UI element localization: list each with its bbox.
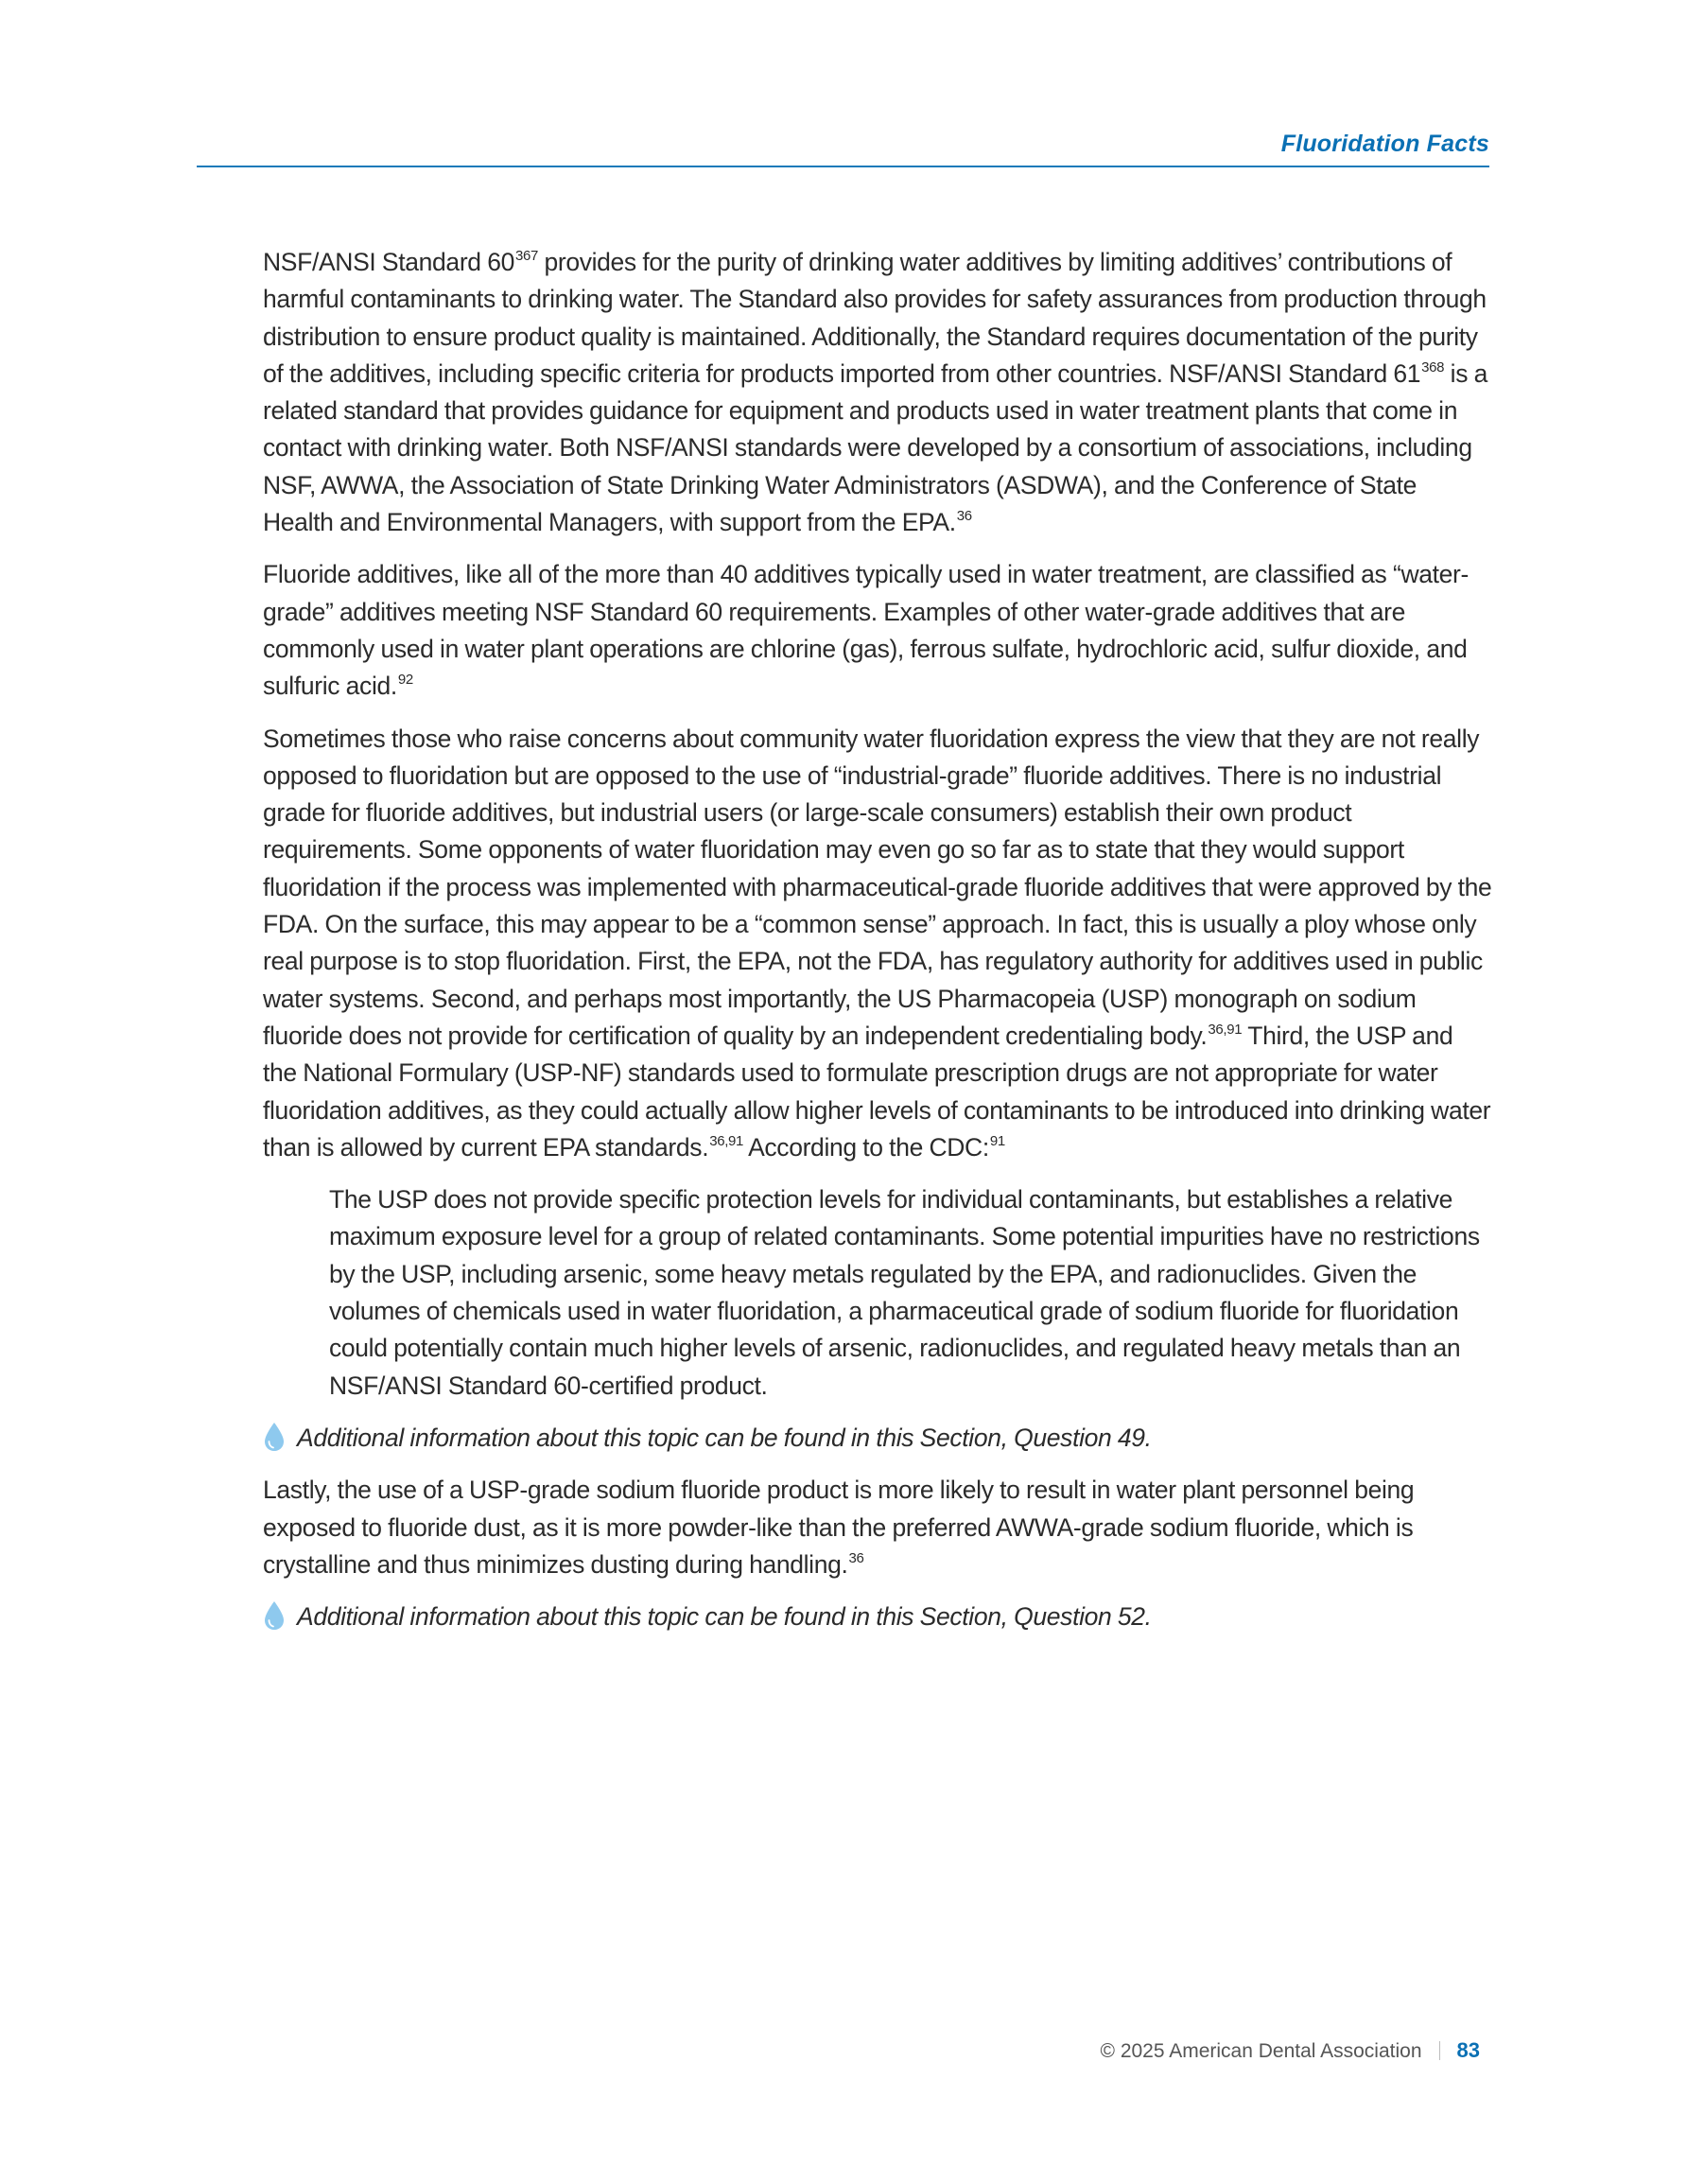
water-drop-icon: [263, 1422, 286, 1452]
page-number: 83: [1456, 2038, 1480, 2062]
note-text: Additional information about this topic can be found in this Section, Question 52.: [297, 1602, 1152, 1632]
paragraph-usp-dust: Lastly, the use of a USP-grade sodium fluoride product is more likely to result in water plant personnel being exposed to fluoride dust, as it is more powder-like than the preferred AWWA-grade sodium fluoride, which is crystalline and thus minimizes dusting during handling.$^{36}$: [263, 1476, 1415, 1579]
citation: 36,91: [1208, 1021, 1243, 1038]
copyright-text: © 2025 American Dental Association: [1100, 2040, 1422, 2062]
running-title: Fluoridation Facts: [1280, 131, 1489, 157]
page-footer: [851, 2038, 1480, 2063]
paragraph-water-grade: Fluoride additives, like all of the more than 40 additives typically used in water treatment, are classified as “water-grade” additives meeting NSF Standard 60 requirements. Examples of other water-grade additives that are commonly used in water plant operations are chlorine (gas), ferrous sulfate, hydrochloric acid, sulfur dioxide, and sulfuric acid.$^{92}$: [263, 560, 1469, 701]
citation: 36: [956, 508, 972, 525]
footer-divider: [1439, 2041, 1440, 2060]
header-rule: [197, 166, 1489, 167]
citation: 91: [989, 1132, 1005, 1149]
paragraph-industrial-grade: Sometimes those who raise concerns about community water fluoridation express the view that they are not really opposed to fluoridation but are opposed to the use of “industrial-grade” fluoride additives. There is no industrial grade for fluoride additives, but industrial users (or large-scale consumers) establish their own product requirements. Some opponents of water fluoridation may even go so far as to state that they would support fluoridation if the process was implemented with pharmaceutical-grade fluoride additives that were approved by the FDA. On the surface, this may appear to be a “common sense” approach. In fact, this is usually a ploy whose only real purpose is to stop fluoridation. First, the EPA, not the FDA, has regulatory authority for additives used in public water systems. Second, and perhaps most importantly, the US Pharmacopeia (USP) monograph on sodium fluoride does not provide for certification of quality by an independent credentialing body.$^{36,91}$ Third, the USP and the National Formulary (USP-NF) standards used to formulate prescription drugs are not appropriate for water fluoridation additives, as they could actually allow higher levels of contaminants to be introduced into drinking water than is allowed by current EPA standards.$^{36,91}$ According to the CDC:$^{91}$: [263, 724, 1492, 1162]
citation: 36: [848, 1549, 864, 1566]
citation: 92: [397, 672, 413, 689]
paragraph-nsf-standards: NSF/ANSI Standard $60^{367}$ provides for the purity of drinking water additives by limiting additives’ contributions of harmful contaminants to drinking water. The Standard also provides for safety assurances from production through distribution to ensure product quality is maintained. Additionally, the Standard requires documentation of the purity of the additives, including specific criteria for products imported from other countries. NSF/ANSI Standard $61^{368}$ is a related standard that provides guidance for equipment and products used in water treatment plants that come in contact with drinking water. Both NSF/ANSI standards were developed by a consortium of associations, including NSF, AWWA, the Association of State Drinking Water Administrators (ASDWA), and the Conference of State Health and Environmental Managers, with support from the EPA.$^{36}$: [263, 248, 1487, 537]
page-content: [263, 244, 1492, 1651]
cross-reference-note: [263, 1420, 1492, 1457]
citation: 36,91: [709, 1132, 744, 1149]
citation: 368: [1421, 358, 1445, 376]
note-text: Additional information about this topic can be found in this Section, Question 49.: [297, 1423, 1152, 1452]
cross-reference-note: [263, 1599, 1492, 1635]
citation: 367: [514, 248, 538, 264]
block-quote-cdc: The USP does not provide specific protection levels for individual contaminants, but establishes a relative maximum exposure level for a group of related contaminants. Some potential impurities have no restrictions by the USP, including arsenic, some heavy metals regulated by the EPA, and radionuclides. Given the volumes of chemicals used in water fluoridation, a pharmaceutical grade of sodium fluoride for fluoridation could potentially contain much higher levels of arsenic, radionuclides, and regulated heavy metals than an NSF/ANSI Standard 60-certified product.: [329, 1185, 1480, 1400]
water-drop-icon: [263, 1600, 286, 1631]
